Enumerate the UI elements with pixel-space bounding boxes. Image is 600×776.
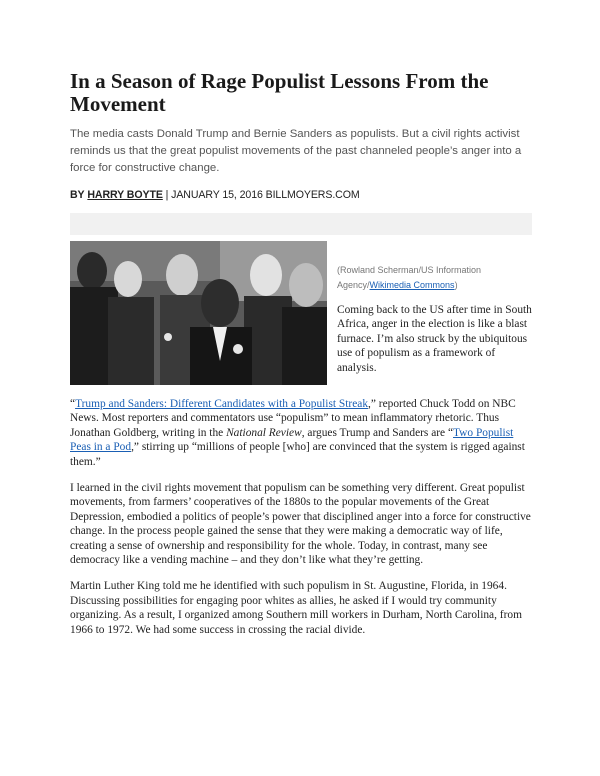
wikimedia-commons-link[interactable]: Wikimedia Commons <box>369 280 455 290</box>
paragraph-1 <box>70 397 532 469</box>
byline-date-source: | JANUARY 15, 2016 BILLMOYERS.COM <box>162 189 360 201</box>
byline-by: BY <box>70 189 85 201</box>
lead-right-column <box>337 263 532 375</box>
march-photo-image <box>70 241 327 385</box>
p1-text-1: ,” reported Chuck Todd on NBC News. Most reporters and commentators use “populism” to mean inflammatory rhetoric. Thus Jonathan Goldberg, writing in the <box>70 398 516 439</box>
share-bar <box>70 213 532 235</box>
article <box>70 70 532 649</box>
lead-section <box>70 241 532 385</box>
author-link[interactable]: HARRY BOYTE <box>87 189 163 201</box>
p1-text-3: ,” stirring up “millions of people [who] are convinced that the system is rigged against them.” <box>70 441 525 468</box>
article-dek: The media casts Donald Trump and Bernie Sanders as populists. But a civil rights activist reminds us that the great populist movements of the past channeled people’s anger into a force for constructive change. <box>70 128 522 174</box>
p1-text-2: , argues Trump and Sanders are “ <box>301 426 454 439</box>
lead-paragraph: Coming back to the US after time in South Africa, anger in the election is like a blast furnace. I’m also struck by the ubiquitous use of populism as a framework of analysis. <box>337 304 532 374</box>
trump-sanders-link[interactable]: Trump and Sanders: Different Candidates with a Populist Streak <box>75 398 369 410</box>
article-title: In a Season of Rage Populist Lessons From the Movement <box>70 69 489 116</box>
paragraph-3: Martin Luther King told me he identified with such populism in St. Augustine, Florida, in 1964. Discussing possibilities for engaging poor whites as allies, he asked if I would try community organizing. As a result, I organized among Southern mill workers in Durham, North Carolina, from 1966 to 1972. We had some success in crossing the racial divide. <box>70 580 522 636</box>
article-body <box>70 397 532 637</box>
byline <box>70 189 532 201</box>
photo-credit <box>337 263 532 293</box>
populist-peas-link[interactable]: Two Populist Peas in a Pod <box>70 426 514 454</box>
lead-photo <box>70 241 327 385</box>
open-quote: “ <box>70 398 76 410</box>
photo-credit-suffix: ) <box>454 280 458 290</box>
national-review-title: National Review <box>226 426 302 439</box>
photo-credit-prefix: (Rowland Scherman/US Information Agency/ <box>337 265 482 290</box>
paragraph-2: I learned in the civil rights movement that populism can be something very different. Great populist movements, from farmers’ cooperatives of the 1880s to the popular movements of the Great Depression, embodied a politics of people’s power that disciplined anger into a force for constructive change. In the process people gained the sense that they were making a democratic way of life, creating a sense of ownership and responsibility for the whole. Today, in contrast, many see democracy like a vending machine – and they don’t like what they’re getting. <box>70 482 531 567</box>
